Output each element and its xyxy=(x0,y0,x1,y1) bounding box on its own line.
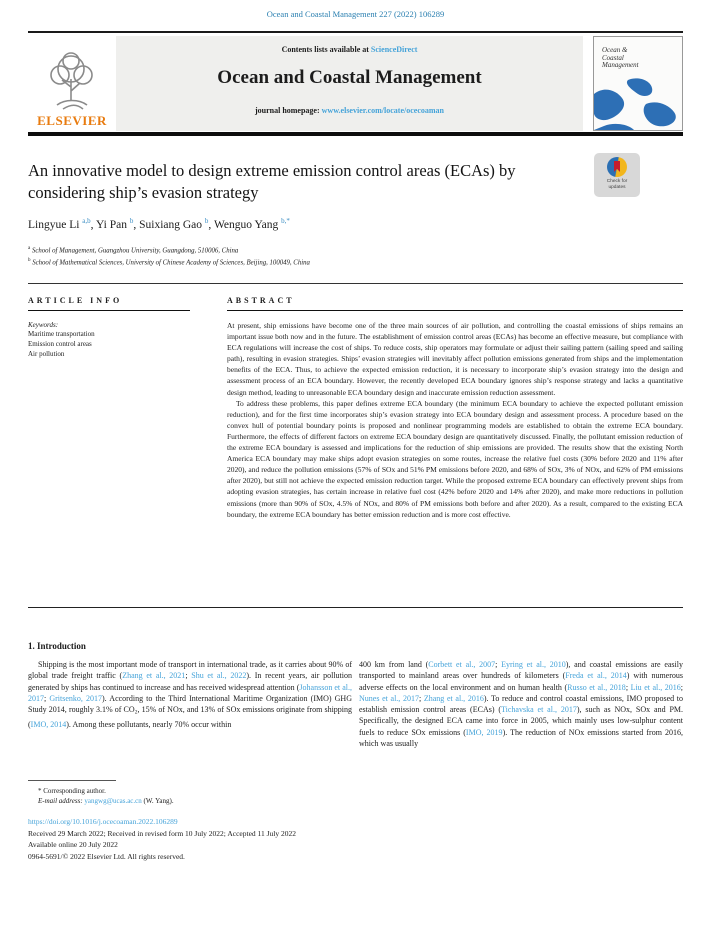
body-columns xyxy=(28,659,683,749)
footnote xyxy=(28,786,174,806)
issn-copyright: 0964-5691/© 2022 Elsevier Ltd. All rights reserved. xyxy=(28,851,185,861)
author-list xyxy=(28,217,290,231)
abstract-heading: ABSTRACT xyxy=(227,296,683,311)
intro-paragraph-left: Shipping is the most important mode of transport in international trade, as it carries about 90% of global trade freight traffic (Zhang et al., 2021; Shu et al., 2022). In recent years, air pollution generated by ships has continued to increase and has received widespread attention (Johansson et al., 2017; Gritsenko, 2017). According to the Third International Maritime Organization (IMO) GHG Study 2014, roughly 3.1% of $CO_2$, 15% of NOx, and 13% of SOx emissions originate from shipping (IMO, 2014). Among these pollutants, nearly 70% occur within xyxy=(28,660,353,729)
info-abstract-section xyxy=(28,296,683,520)
citation-link[interactable]: Zhang et al., 2016 xyxy=(423,693,484,703)
citation-link[interactable]: Nunes et al., 2017 xyxy=(359,693,419,703)
citation-link[interactable]: Freda et al., 2014 xyxy=(565,671,627,681)
affiliations xyxy=(28,244,310,268)
citation-link[interactable]: Corbett et al., 2007 xyxy=(428,660,496,669)
affiliation: $^a$ School of Management, Guangzhou University, Guangdong, 510006, China xyxy=(28,246,239,255)
citation-link[interactable]: Johansson et al., 2017 xyxy=(28,682,352,703)
cover-map-graphic xyxy=(594,74,682,130)
available-online: Available online 20 July 2022 xyxy=(28,840,118,849)
author-affil-sup[interactable]: b xyxy=(204,217,209,225)
author: Wenguo Yang $^{b,*}$ xyxy=(213,217,290,231)
crossmark-icon xyxy=(607,157,627,177)
citation-link[interactable]: IMO, 2019 xyxy=(465,727,503,737)
email-link[interactable]: yangwg@ucas.ac.cn xyxy=(84,797,142,805)
section-heading-introduction: 1. Introduction xyxy=(28,641,86,651)
top-rule xyxy=(28,31,683,33)
footnote-rule xyxy=(28,780,116,781)
intro-column-right xyxy=(359,659,683,749)
citation-link[interactable]: Gritsenko, 2017 xyxy=(49,693,102,703)
doi-link[interactable]: https://doi.org/10.1016/j.ocecoaman.2022.106289 xyxy=(28,817,178,826)
citation-link[interactable]: Russo et al., 2018 xyxy=(567,682,626,692)
article-info-heading: ARTICLE INFO xyxy=(28,296,190,311)
keyword: Air pollution xyxy=(28,349,65,358)
journal-title: Ocean and Coastal Management xyxy=(217,67,482,88)
author-affil-sup[interactable]: b xyxy=(129,217,134,225)
elsevier-tree-icon xyxy=(41,49,103,113)
article-title: An innovative model to design extreme emission control areas (ECAs) by considering ship’s evasion strategy xyxy=(28,161,516,202)
check-for-updates-badge[interactable] xyxy=(594,153,640,197)
author-affil-sup[interactable]: a,b xyxy=(82,217,91,225)
cover-title: Ocean & Coastal Management xyxy=(602,46,639,69)
citation-link[interactable]: Shu et al., 2022 xyxy=(191,671,247,681)
corresponding-author-note: * Corresponding author. xyxy=(38,787,106,795)
elsevier-logo[interactable] xyxy=(28,36,116,131)
citation-link[interactable]: Zhang et al., 2021 xyxy=(122,671,186,681)
contents-prefix: Contents lists available at xyxy=(281,45,371,54)
journal-banner xyxy=(116,36,583,131)
email-line xyxy=(28,796,174,806)
keywords-label: Keywords: xyxy=(28,321,59,329)
citation-link[interactable]: Tichavska et al., 2017 xyxy=(501,705,577,715)
masthead-bottom-rule xyxy=(28,132,683,136)
abstract-text xyxy=(227,320,683,520)
keyword: Maritime transportation xyxy=(28,330,95,338)
article-footer xyxy=(28,816,296,862)
contents-line xyxy=(116,45,583,54)
citation-link[interactable]: Liu et al., 2016 xyxy=(630,682,681,692)
email-label: E-mail address: xyxy=(38,797,85,805)
affiliation-rule xyxy=(28,283,683,284)
badge-label: Check for updates xyxy=(606,179,628,190)
affiliation: $^b$ School of Mathematical Sciences, University of Chinese Academy of Sciences, Beijing, 100049, China xyxy=(28,257,310,267)
keyword: Emission control areas xyxy=(28,339,92,348)
abstract-paragraph-1: At present, ship emissions have become one of the three main sources of air pollution, and controlling the coastal emissions of ships remains an important issue both now and in the future. The establishment of emission control areas (ECAs) has become an effective measure, but compliance with ECA regulations will increase the cost of ships. To reduce costs, ship operators may formulate or adjust their sailing pattern (sailing speed and sailing path), resulting in evasion strategies. Ships’ evasion strategies will inevitably affect pollution emissions generated from ships and the implementation benefits of the ECA. Thus, to achieve the expected emission reduction, it is necessary to incorporate ship’s evasion strategy into the design and assessment process of an ECA boundary. However, the recently developed ECA boundary ignores ship’s response strategy and lacks a quantitative design method, leading to unreasonable ECA boundary design and inaccurate emission reduction assessment. xyxy=(227,321,683,397)
elsevier-wordmark: ELSEVIER xyxy=(37,113,107,128)
abstract-column xyxy=(227,296,683,520)
homepage-link[interactable]: www.elsevier.com/locate/ocecoaman xyxy=(321,106,444,115)
intro-paragraph-right: 400 km from land (Corbett et al., 2007; Eyring et al., 2010), and coastal emissions are easily transported to mainland areas over hundreds of kilometers (Freda et al., 2014) with numerous adverse effects on the local environment and on human health (Russo et al., 2018; Liu et al., 2016; Nunes et al., 2017; Zhang et al., 2016). To reduce and control coastal emissions, IMO proposed to establish emission control areas (ECAs) (Tichavska et al., 2017), such as NOx, SOx and PM. Specifically, the designed ECA came into force in 2005, which mainly uses low-sulphur content fuels to reduce SOx emissions (IMO, 2019). The reduction of NOx emissions started from 2016, which was usually xyxy=(359,660,684,749)
homepage-prefix: journal homepage: xyxy=(254,106,322,115)
sciencedirect-link[interactable]: ScienceDirect xyxy=(370,45,418,54)
homepage-line xyxy=(116,106,583,115)
citation-link[interactable]: Eyring et al., 2010 xyxy=(501,660,566,669)
author: Yi Pan $^b$, xyxy=(95,217,140,231)
email-suffix: (W. Yang). xyxy=(141,797,174,805)
journal-citation: Ocean and Coastal Management 227 (2022) 106289 xyxy=(266,9,445,19)
citation-link[interactable]: IMO, 2014 xyxy=(30,719,67,729)
author: Lingyue Li $^{a,b}$, xyxy=(28,217,96,231)
abstract-paragraph-2: To address these problems, this paper defines extreme ECA boundary (the minimum ECA boundary to achieve the expected pollutant emission reduction), and for the first time incorporates ship’s evasion strategy into ECA boundary design and assessment process. A procedure based on the convex hull of potential boundary points is proposed and nonlinear programming models are established to obtain the extreme ECA boundary. Furthermore, the effects of different factors on extreme ECA boundary design are quantitatively discussed. Finally, the pollutant emission reduction of the extreme ECA boundary is assessed and implications for the reduction of ship emissions are provided. The results show that the existing North America ECA boundary may make ships adopt evasion strategies on some routes, increase the relative fuel costs (30% before 2020 and 11% after 2020), and reduce the pollution emissions (57% of SOx and 51% PM emissions before 2020, and 68% of SOx, 3% of NOx, and 62% of PM emissions after 2020), but still not achieve the expected emission reduction target. While the proposed extreme ECA boundary can effectively prevent ships from adopting evasion strategies, has certain increase in relative fuel cost (42% before 2020 and 14% after 2020), and make more reductions in pollution emissions (more than 90% of SOx, 4.5% of NOx, and 80% of PM emissions both before and after 2020). As a result, compared to the existing ECA boundary, the extreme ECA boundary has better emission reduction and is more cost effective. xyxy=(227,398,683,519)
article-info-column xyxy=(28,296,190,520)
author-affil-sup[interactable]: b,* xyxy=(281,217,290,225)
abstract-bottom-rule xyxy=(28,607,683,608)
author: Suixiang Gao $^b$, xyxy=(139,217,214,231)
journal-cover-thumbnail[interactable] xyxy=(593,36,683,131)
masthead xyxy=(28,36,683,131)
received-dates: Received 29 March 2022; Received in revised form 10 July 2022; Accepted 11 July 2022 xyxy=(28,828,296,838)
intro-column-left xyxy=(28,659,352,749)
